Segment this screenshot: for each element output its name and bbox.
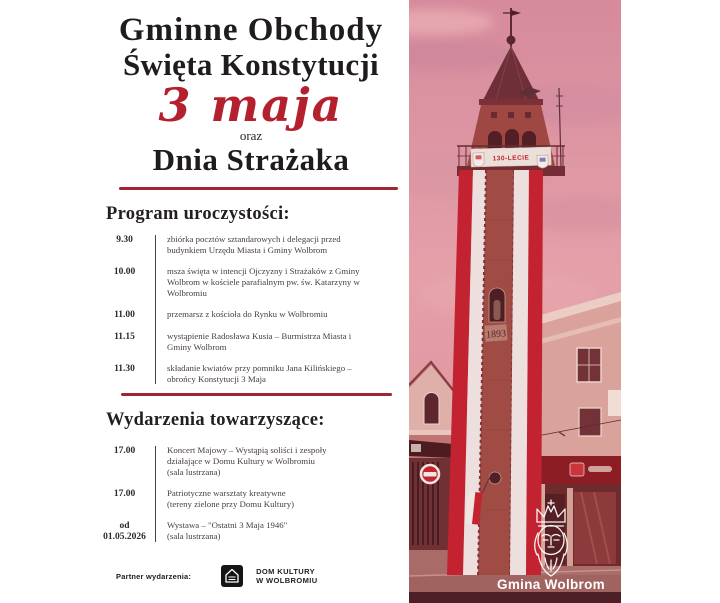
event-description: Koncert Majowy – Wystąpią soliści i zespoły działające w Domu Kultury w Wolbromiu [167,445,327,466]
partner-name-line2: W WOLBROMIU [256,576,318,585]
red-divider-middle [121,393,392,396]
event-description: zbiórka pocztów sztandarowych i delegacji przed budynkiem Urzędu Miasta i Gminy Wolbrom [167,234,341,255]
schedule-row [97,363,363,385]
schedule-row [97,331,363,353]
event-note: (sala lustrzana) [167,467,221,477]
event-time: 17.00 [113,446,136,456]
title-accent-date: 3 maja [158,78,344,132]
banner-shield-left [473,153,484,167]
event-description-block [167,520,363,543]
partner-label: Partner wydarzenia: [116,571,192,581]
title-block [90,13,412,177]
title-line-2: Święta Konstytucji [123,47,379,82]
event-description: wystąpienie Radosława Kusia – Burmistrza Miasta i Gminy Wolbrom [167,331,352,352]
event-note: (sala lustrzana) [167,531,221,541]
schedule-row [97,309,363,321]
event-note: (tereny zielone przy Domu Kultury) [167,499,295,509]
banner-shield-right [537,155,548,168]
events-heading: Wydarzenia towarzyszące: [106,410,325,430]
tower-year: 1893 [485,328,507,341]
event-description: msza święta w intencji Ojczyzny i Strażaków z Gminy Wolbrom w kościele parafialnym pw. św. Katarzyny w Wolbromiu [167,266,360,298]
event-description: przemarsz z kościoła do Rynku w Wolbromiu [167,309,328,319]
program-heading: Program uroczystości: [106,204,290,224]
event-time: 10.00 [113,267,136,277]
event-time: 11.30 [114,364,135,374]
red-divider-top [119,187,398,190]
tower-photo [409,0,621,603]
building-right [537,292,621,603]
dom-kultury-logo [221,565,243,587]
event-time: od 01.05.2026 [103,521,146,542]
events-schedule [97,445,363,543]
partner-name [256,567,317,586]
schedule-row [97,266,363,299]
event-time: 17.00 [113,489,136,499]
title-line-1: Gminne Obchody [118,12,384,48]
event-description: Wystawa – "Ostatni 3 Maja 1946" [167,520,288,530]
photo-caption: Gmina Wolbrom [497,577,605,592]
schedule-row [97,520,363,543]
schedule-divider-line [155,235,156,384]
event-description-block [167,488,363,510]
partner-name-line1: DOM KULTURY [256,566,316,576]
banner-text: 130-LECIE [492,154,530,163]
event-description: składanie kwiatów przy pomniku Jana Kilińskiego – obrońcy Konstytucji 3 Maja [167,363,352,384]
partner-row [116,562,318,590]
schedule-row [97,445,363,478]
event-description-block [167,445,363,478]
program-schedule [97,234,363,385]
event-time: 9.30 [116,235,133,245]
schedule-divider-line [155,446,156,542]
schedule-row [97,234,363,256]
title-line-3: Dnia Strażaka [152,142,350,177]
title-conjunction: oraz [239,128,263,143]
event-time: 11.15 [114,332,135,342]
event-time: 11.00 [114,310,135,320]
event-description: Patriotyczne warsztaty kreatywne [167,488,286,498]
schedule-row [97,488,363,510]
